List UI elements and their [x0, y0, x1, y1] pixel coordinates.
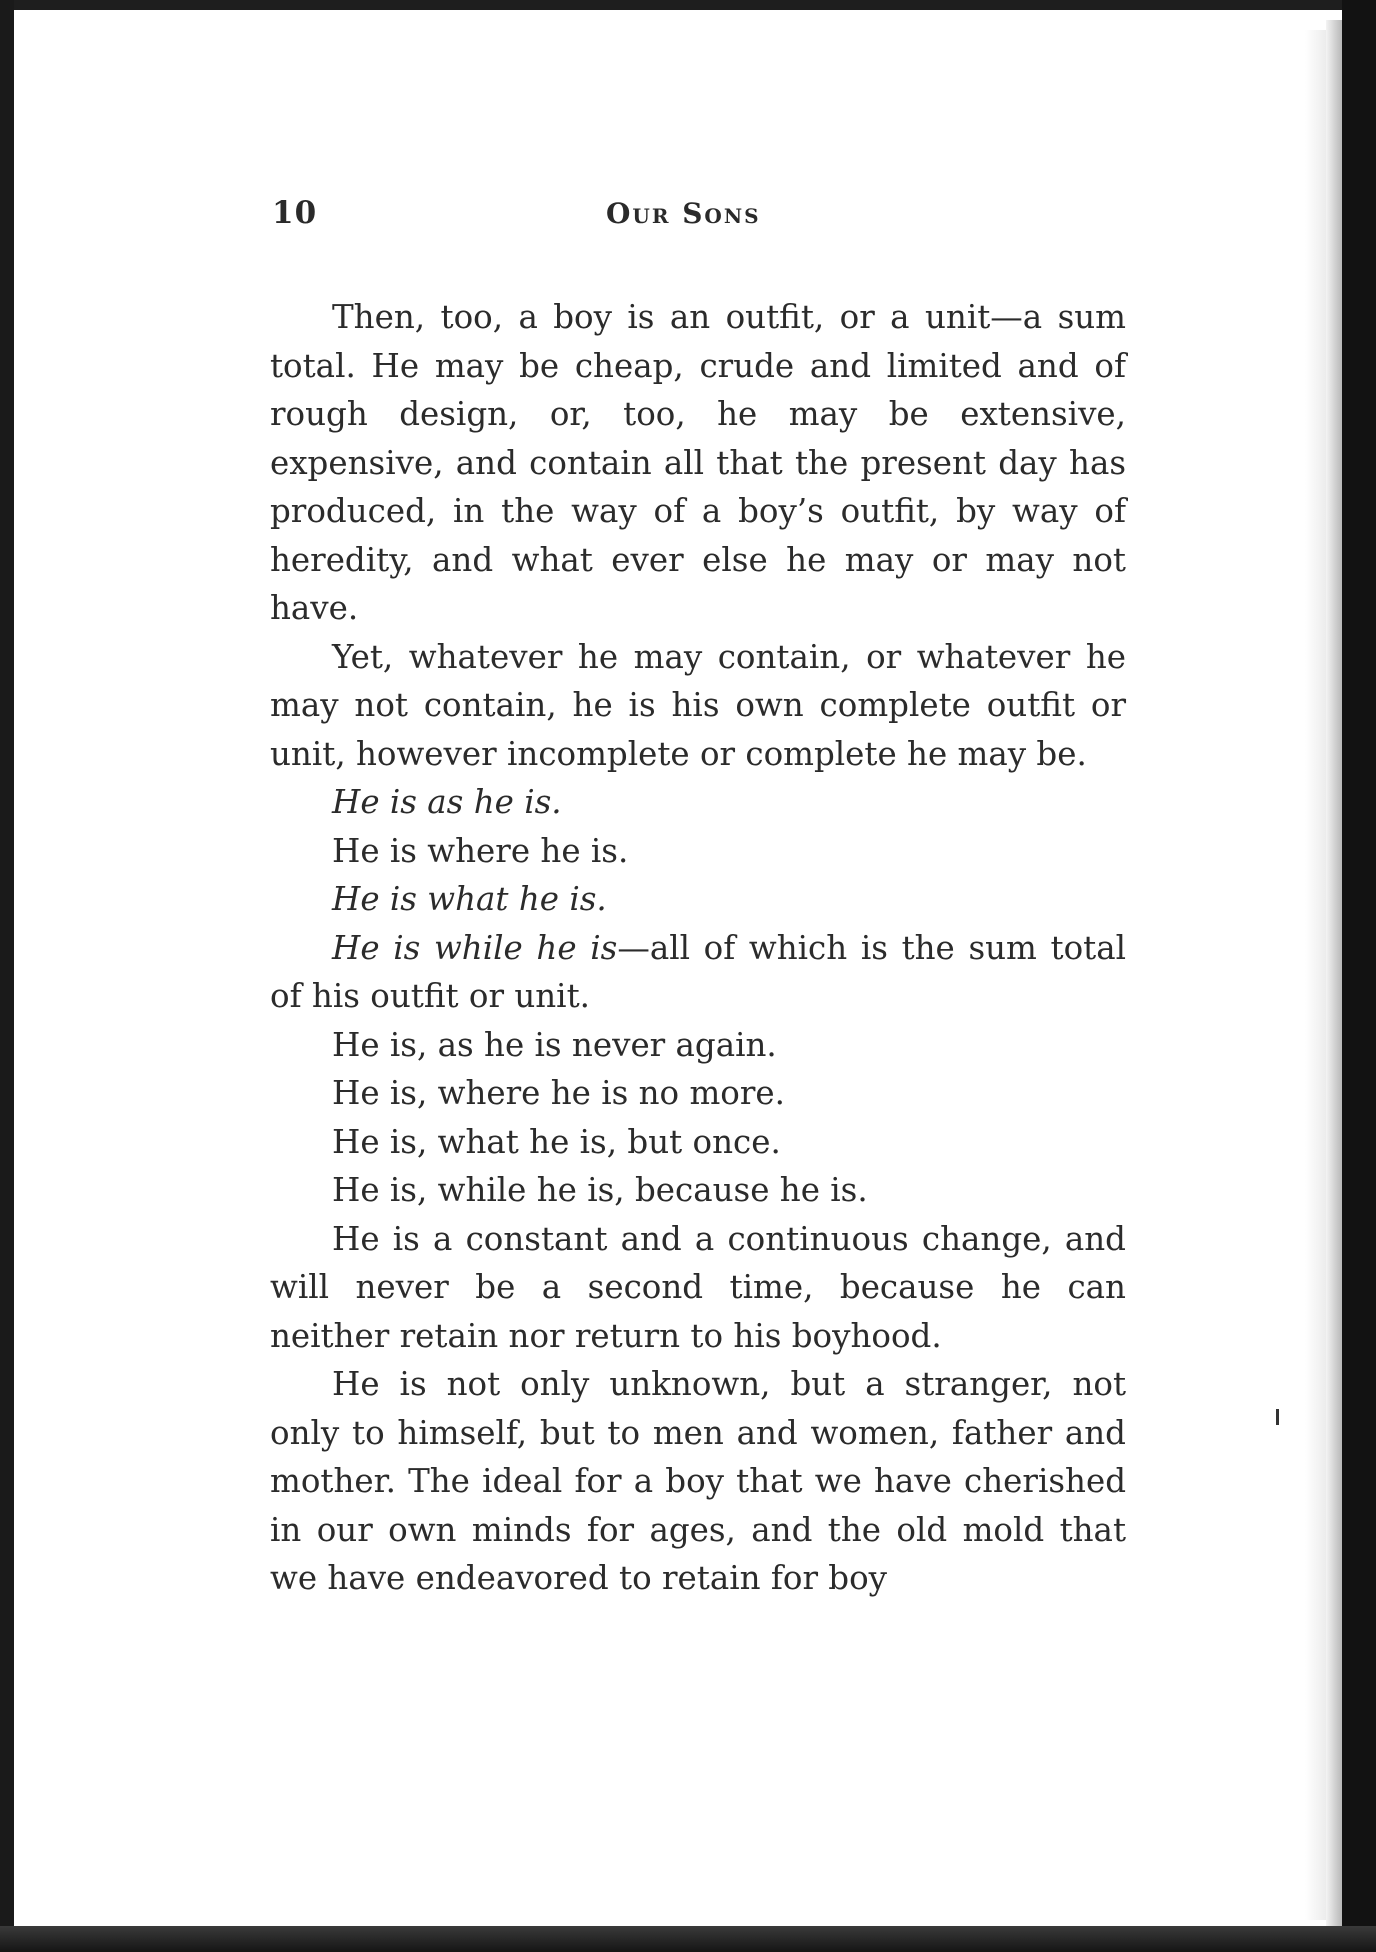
paragraph-constant-change: He is a constant and a continuous change, and will never be a second time, because he can neither retain nor return to his boyhood. [270, 1219, 1126, 1355]
margin-mark [1276, 1409, 1279, 1425]
line-no-more: He is, where he is no more. [332, 1074, 785, 1112]
paragraph-stranger: He is not only unknown, but a stranger, not only to himself, but to men and women, father and mother. The ideal for a boy that we have cherished in our own minds for ages, and the old mold that we have endeavored to retain for boy [270, 1365, 1126, 1597]
paragraph-outfit: Then, too, a boy is an outfit, or a unit—a sum total. He may be cheap, crude and limited and of rough design, or, too, he may be extensive, expensive, and contain all that the present day has produced, in the way of a boy’s outfit, by way of heredity, and what ever else he may or may not have. [270, 298, 1126, 627]
line-as-he-is: He is as he is. [332, 783, 562, 821]
scan-border-right [1342, 0, 1376, 1952]
page-body [270, 293, 1126, 1603]
line-what-he-is: He is what he is. [332, 880, 607, 918]
while-he-is-italic: He is while he is [332, 928, 618, 967]
book-title: Our Sons [606, 197, 761, 230]
line-but-once: He is, what he is, but once. [332, 1122, 781, 1161]
line-never-again: He is, as he is never again. [332, 1025, 777, 1064]
scan-border-bottom [0, 1926, 1376, 1952]
page-number: 10 [272, 195, 318, 231]
line-because-he-is: He is, while he is, because he is. [332, 1171, 868, 1209]
page-edge-shadow [1326, 20, 1342, 1926]
while-he-is-rest: —all of which is the sum total of his outfit or unit. [270, 928, 1126, 1015]
paragraph-whatever: Yet, whatever he may contain, or whatever he may not contain, he is his own complete outfit or unit, however incomplete or complete he may be. [270, 637, 1126, 773]
scan-border-top [0, 0, 1376, 10]
running-head [14, 195, 1326, 255]
line-where-he-is: He is where he is. [332, 831, 629, 870]
scan-border-left [0, 0, 14, 1952]
book-page [14, 10, 1326, 1926]
paragraph-while-he-is [270, 924, 1126, 1021]
